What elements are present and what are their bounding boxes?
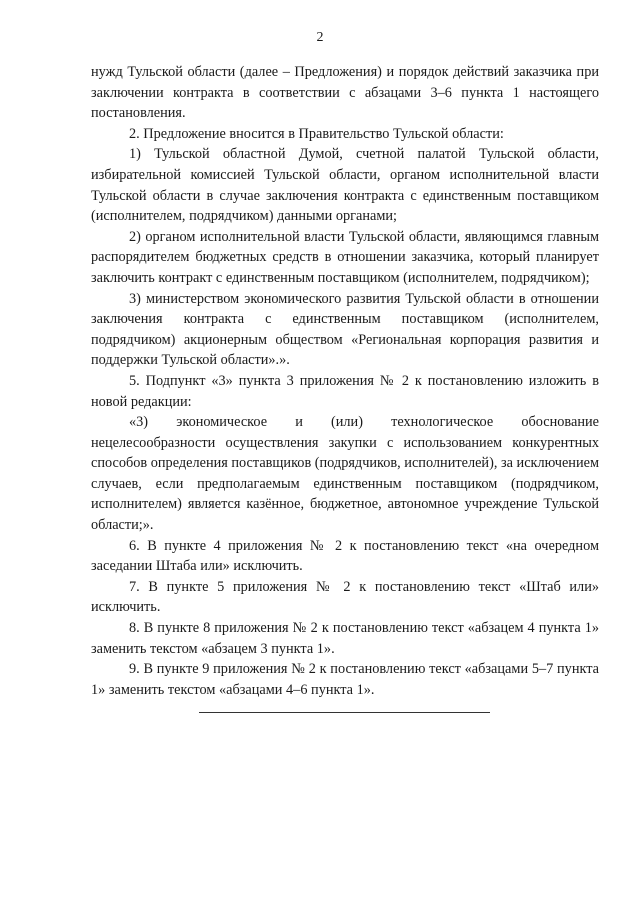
- paragraph-item-7: 7. В пункте 5 приложения № 2 к постановлению текст «Штаб или» исключить.: [91, 578, 599, 616]
- paragraph-subitem-1: 1) Тульской областной Думой, счетной палатой Тульской области, избирательной комиссией Тульской области, органом исполнительной власти Тульской области в случае заключения контракта с единственным поставщиком (исполнителем, подрядчиком) данными органами;: [91, 146, 599, 225]
- paragraph-item-2: 2. Предложение вносится в Правительство Тульской области:: [129, 125, 504, 142]
- document-body: [91, 62, 599, 700]
- paragraph-quoted-subitem: «3) экономическое и (или) технологическое обоснование нецелесообразности осуществления закупки с использованием конкурентных способов определения поставщиков (подрядчиков, исполнителей), за исключением случаев, если предполагаемым единственным поставщиком (подрядчиком, исполнителем) является казённое, бюджетное, автономное учреждение Тульской области;».: [91, 414, 599, 534]
- paragraph-subitem-2: 2) органом исполнительной власти Тульской области, являющимся главным распорядителем бюджетных средств в отношении заказчика, который планирует заключить контракт с единственным поставщиком (исполнителем, подрядчиком);: [91, 228, 599, 286]
- end-of-text-rule: [199, 712, 490, 713]
- paragraph-continuation: нужд Тульской области (далее – Предложения) и порядок действий заказчика при заключении контракта в соответствии с абзацами 3–6 пункта 1 настоящего постановления.: [91, 64, 599, 122]
- page-number: 2: [316, 30, 324, 45]
- paragraph-item-6: 6. В пункте 4 приложения № 2 к постановлению текст «на очередном заседании Штаба или» исключить.: [91, 537, 599, 575]
- paragraph-item-9: 9. В пункте 9 приложения № 2 к постановлению текст «абзацами 5–7 пункта 1» заменить текстом «абзацами 4–6 пункта 1».: [91, 661, 599, 698]
- paragraph-item-5: 5. Подпункт «3» пункта 3 приложения № 2 к постановлению изложить в новой редакции:: [91, 372, 599, 410]
- paragraph-subitem-3: 3) министерством экономического развития Тульской области в отношении заключения контракта с единственным поставщиком (исполнителем, подрядчиком) акционерным обществом «Региональная корпорация развития и поддержки Тульской области».».: [91, 290, 599, 369]
- paragraph-item-8: 8. В пункте 8 приложения № 2 к постановлению текст «абзацем 4 пункта 1» заменить текстом «абзацем 3 пункта 1».: [91, 620, 599, 657]
